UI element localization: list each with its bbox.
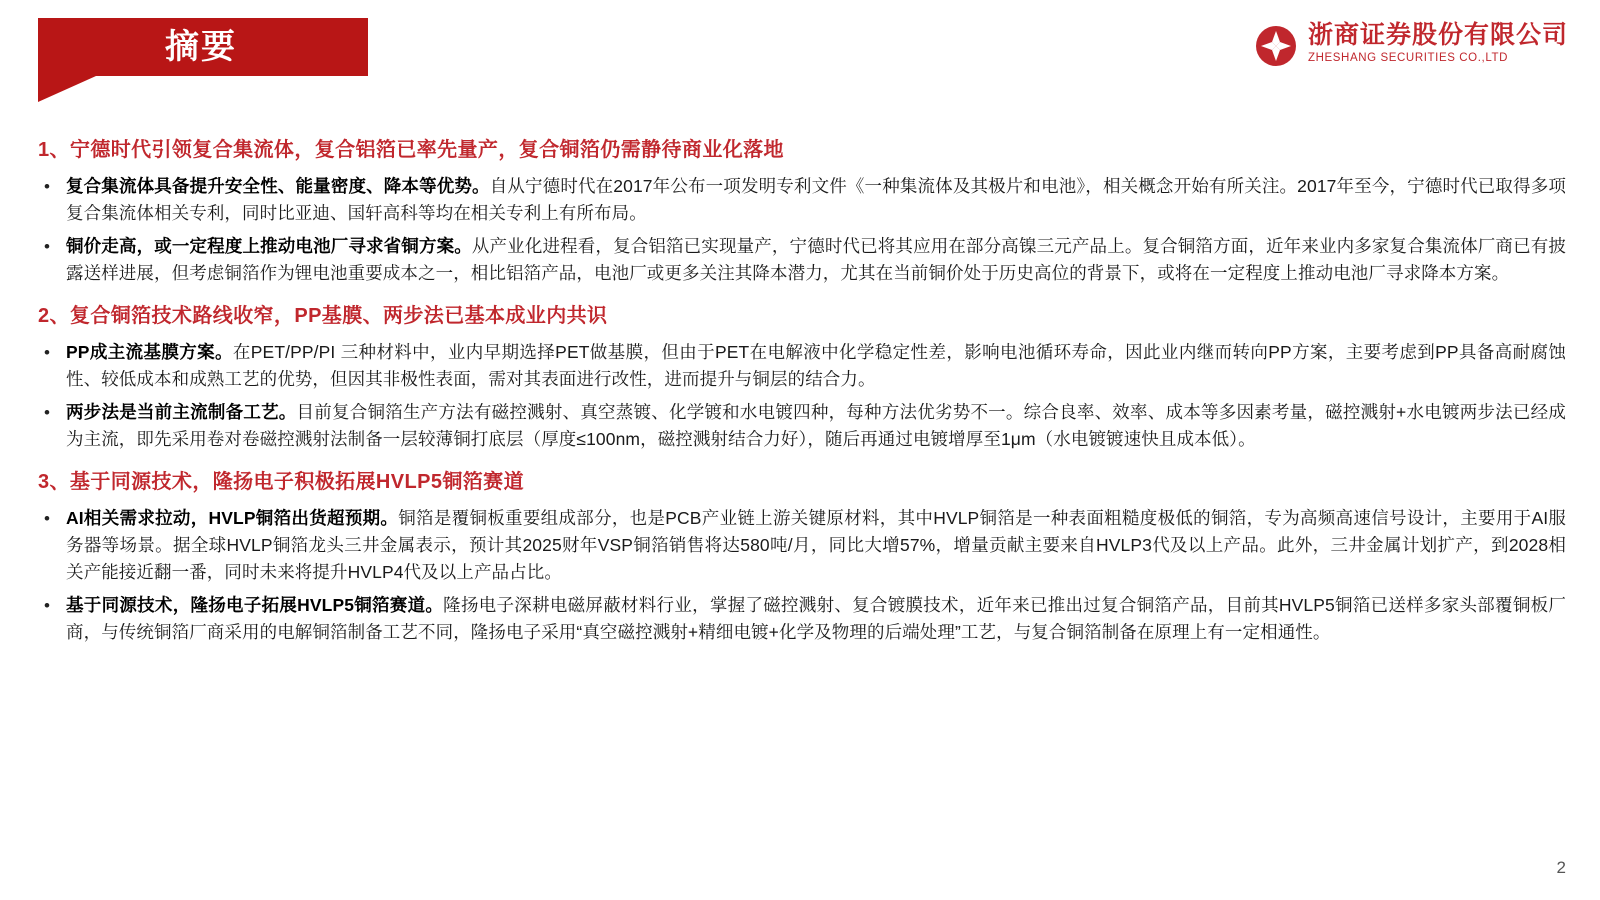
bullet-marker: • (44, 343, 50, 362)
page-number: 2 (1556, 858, 1566, 877)
bullet-body: 目前复合铜箔生产方法有磁控溅射、真空蒸镀、化学镀和水电镀四种，每种方法优劣势不一。综合良率、效率、成本等多因素考量，磁控溅射+水电镀两步法已经成为主流，即先采用卷对卷磁控溅射法制备一层较薄铜打底层（厚度≤100nm，磁控溅射结合力好），随后再通过电镀增厚至1μm（水电镀镀速快且成本低）。 (66, 402, 1566, 449)
bullet-marker: • (44, 237, 50, 256)
section-3 (0, 460, 1600, 649)
list-item (0, 170, 1600, 230)
bullet-marker: • (44, 403, 50, 422)
list-item (0, 502, 1600, 589)
bullet-body: 在PET/PP/PI 三种材料中，业内早期选择PET做基膜，但由于PET在电解液中化学稳定性差，影响电池循环寿命，因此业内继而转向PP方案，主要考虑到PP具备高耐腐蚀性、较低成本和成熟工艺的优势，但因其非极性表面，需对其表面进行改性，进而提升与铜层的结合力。 (66, 342, 1566, 389)
company-logo-icon (1254, 24, 1298, 68)
bullet-content (66, 592, 1566, 646)
bullet-lead: 铜价走高，或一定程度上推动电池厂寻求省铜方案。 (66, 236, 472, 256)
bullet-body: 铜箔是覆铜板重要组成部分，也是PCB产业链上游关键原材料，其中HVLP铜箔是一种表面粗糙度极低的铜箔，专为高频高速信号设计，主要用于AI服务器等场景。据全球HVLP铜箔龙头三井金属表示，预计其2025财年VSP铜箔销售将达580吨/月，同比大增57%，增量贡献主要来自HVLP3代及以上产品。此外，三井金属计划扩产，到2028相关产能接近翻一番，同时未来将提升HVLP4代及以上产品占比。 (66, 508, 1566, 582)
bullet-lead: 复合集流体具备提升安全性、能量密度、降本等优势。 (66, 176, 490, 196)
section-2 (0, 294, 1600, 456)
company-name-en: ZHESHANG SECURITIES CO.,LTD (1307, 52, 1508, 64)
section-1 (0, 128, 1600, 290)
company-name-cn: 浙商证券股份有限公司 (1307, 21, 1568, 49)
slide-header (0, 0, 1600, 110)
bullet-lead: AI相关需求拉动，HVLP铜箔出货超预期。 (66, 508, 399, 528)
bullet-marker: • (44, 596, 50, 615)
bullet-lead: 基于同源技术，隆扬电子拓展HVLP5铜箔赛道。 (66, 595, 444, 615)
bullet-content (66, 173, 1566, 227)
list-item (0, 589, 1600, 649)
bullet-body: 自从宁德时代在2017年公布一项发明专利文件《一种集流体及其极片和电池》，相关概念开始有所关注。2017年至今，宁德时代已取得多项复合集流体相关专利，同时比亚迪、国轩高科等均在相关专利上有所布局。 (66, 176, 1566, 223)
section-heading: 2、复合铜箔技术路线收窄，PP基膜、两步法已基本成业内共识 (38, 305, 608, 327)
bullet-marker: • (44, 177, 50, 196)
bullet-body: 从产业化进程看，复合铝箔已实现量产，宁德时代已将其应用在部分高镍三元产品上。复合铜箔方面，近年来业内多家复合集流体厂商已有披露送样进展，但考虑铜箔作为锂电池重要成本之一，相比铝箔产品，电池厂或更多关注其降本潜力，尤其在当前铜价处于历史高位的背景下，或将在一定程度上推动电池厂寻求降本方案。 (66, 236, 1566, 283)
bullet-content (66, 233, 1566, 287)
bullet-body: 隆扬电子深耕电磁屏蔽材料行业，掌握了磁控溅射、复合镀膜技术，近年来已推出过复合铜箔产品，目前其HVLP5铜箔已送样多家头部覆铜板厂商，与传统铜箔厂商采用的电解铜箔制备工艺不同，隆扬电子采用“真空磁控溅射+精细电镀+化学及物理的后端处理”工艺，与复合铜箔制备在原理上有一定相通性。 (66, 595, 1566, 642)
page-title: 摘要 (165, 28, 237, 66)
bullet-content (66, 399, 1566, 453)
bullet-lead: PP成主流基膜方案。 (66, 342, 233, 362)
list-item (0, 336, 1600, 396)
slide-content (0, 128, 1600, 653)
list-item (0, 396, 1600, 456)
bullet-lead: 两步法是当前主流制备工艺。 (66, 402, 297, 422)
bullet-content (66, 505, 1566, 586)
bullet-marker: • (44, 509, 50, 528)
list-item (0, 230, 1600, 290)
section-heading: 1、宁德时代引领复合集流体，复合铝箔已率先量产，复合铜箔仍需静待商业化落地 (38, 139, 784, 161)
bullet-content (66, 339, 1566, 393)
company-logo (1254, 20, 1568, 68)
section-heading: 3、基于同源技术，隆扬电子积极拓展HVLP5铜箔赛道 (38, 471, 524, 493)
